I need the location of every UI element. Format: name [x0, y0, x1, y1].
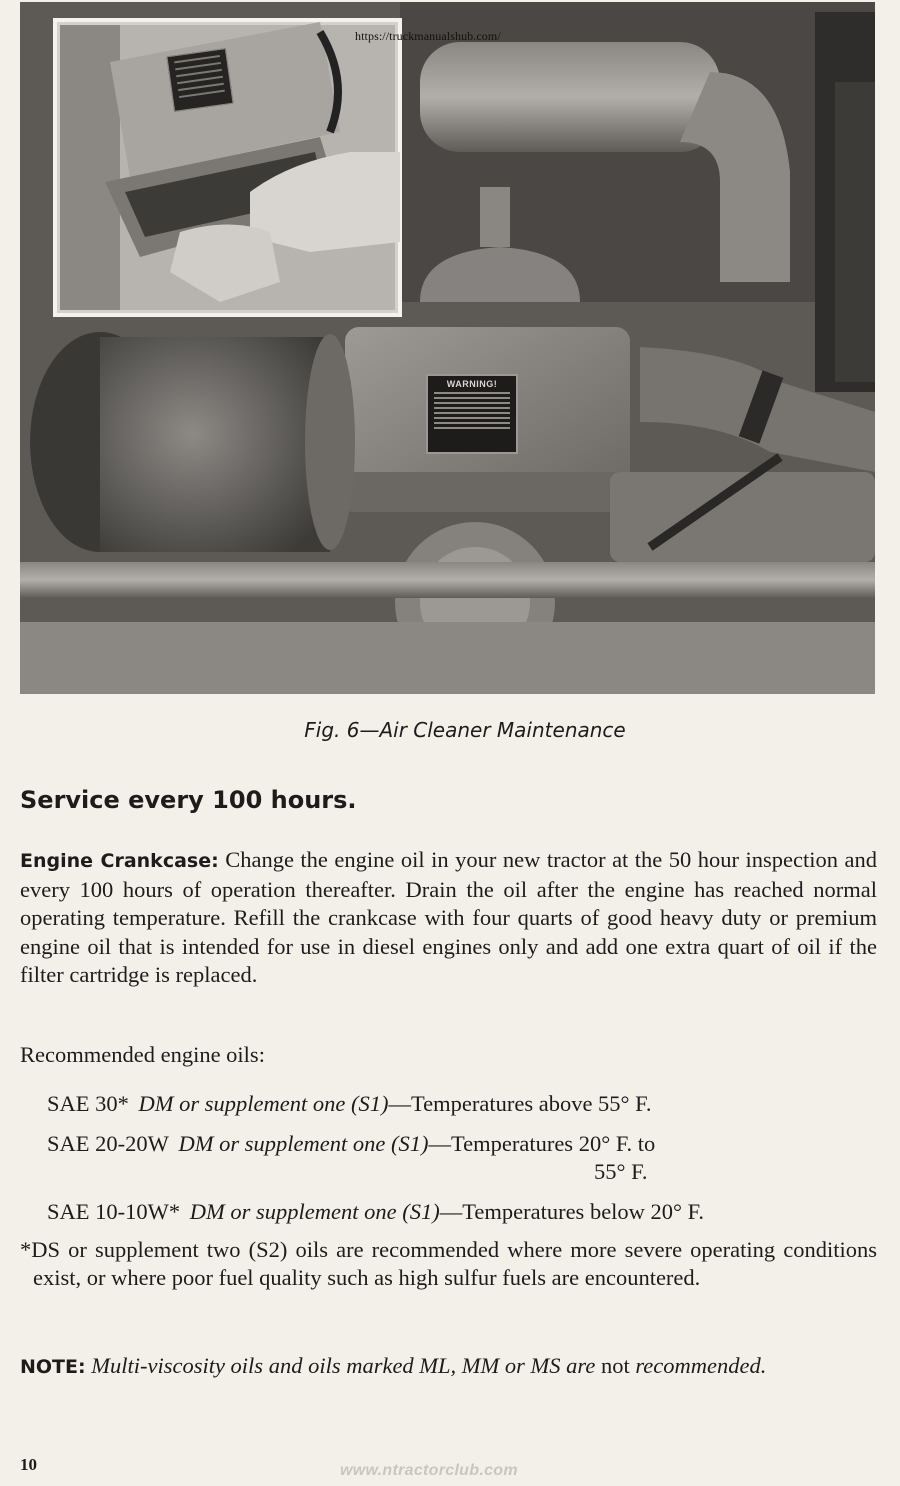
engine-crankcase-text: Change the engine oil in your new tractor at the 50 hour inspection and every 100 hours of operation thereafter. Drain the oil after the engine has reached normal operating temperature. Refill the crankcase with four quarts of good heavy duty or premium engine oil that is intended for use in diesel engines only and add one extra quart of oil if the filter cartridge is replaced. — [20, 847, 877, 987]
oil-temperature-continuation: 55° F. — [594, 1159, 648, 1184]
note-italic-end: recommended. — [635, 1353, 767, 1378]
footnote-star: * — [20, 1237, 32, 1262]
oil-temperature: —Temperatures below 20° F. — [439, 1199, 705, 1224]
oil-grade: SAE 10-10W* — [47, 1199, 181, 1224]
oil-type: DM or supplement one (S1) — [138, 1091, 389, 1116]
engine-crankcase-paragraph — [20, 846, 877, 990]
inset-warning-plate — [166, 48, 233, 112]
oil-grade: SAE 30* — [47, 1091, 129, 1116]
air-cleaner-photo — [20, 2, 875, 694]
warning-plate — [426, 374, 518, 454]
oil-temperature: —Temperatures above 55° F. — [388, 1091, 652, 1116]
oil-recommendation-row — [47, 1130, 877, 1158]
oil-type: DM or supplement one (S1) — [189, 1199, 440, 1224]
recommended-oils-intro: Recommended engine oils: — [20, 1042, 265, 1067]
figure-caption: Fig. 6—Air Cleaner Maintenance — [304, 718, 626, 742]
oil-grade: SAE 20-20W — [47, 1131, 169, 1156]
url-overlay: https://truckmanualshub.com/ — [355, 29, 501, 43]
note-paragraph — [20, 1352, 877, 1381]
engine-crankcase-label: Engine Crankcase: — [20, 850, 219, 872]
watermark: www.ntractorclub.com — [340, 1462, 518, 1479]
engine-illustration — [20, 2, 875, 694]
note-italic: Multi-viscosity oils and oils marked ML, MM or MS are — [91, 1353, 596, 1378]
warning-title: WARNING! — [446, 379, 498, 389]
oil-footnote — [20, 1236, 877, 1292]
warning-text-lines — [434, 392, 510, 429]
note-label: NOTE: — [20, 1356, 86, 1378]
page-number: 10 — [20, 1455, 37, 1474]
footnote-text: DS or supplement two (S2) oils are recommended where more severe operating conditions exist, or where poor fuel quality such as high sulfur fuels are encountered. — [31, 1237, 877, 1290]
oil-temperature: —Temperatures 20° F. to — [428, 1131, 656, 1156]
section-heading: Service every 100 hours. — [20, 786, 357, 814]
oil-recommendation-row — [47, 1198, 877, 1226]
note-plain: not — [600, 1353, 630, 1378]
oil-recommendation-row — [47, 1090, 877, 1118]
oil-type: DM or supplement one (S1) — [178, 1131, 429, 1156]
